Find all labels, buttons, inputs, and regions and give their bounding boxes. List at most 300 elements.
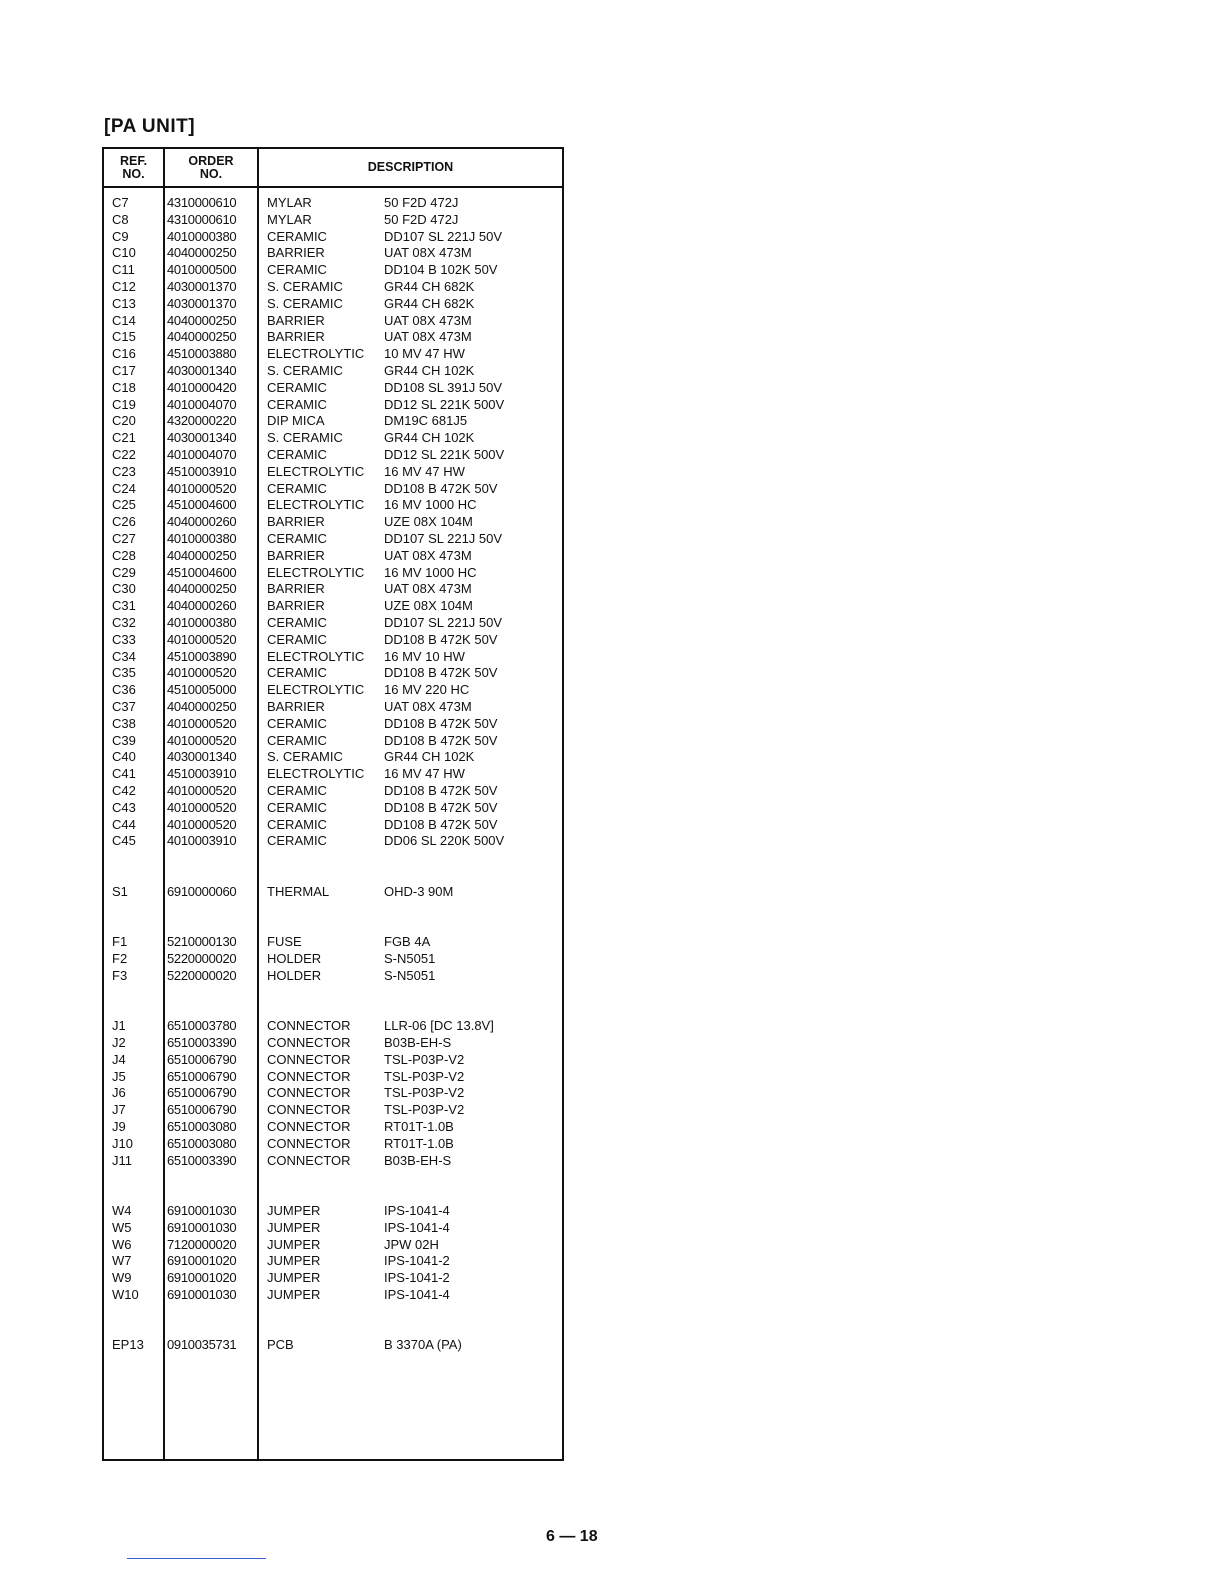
type-cell: S. CERAMIC (267, 363, 343, 378)
order-cell: 4010000520 (167, 665, 237, 681)
spec-cell: DD06 SL 220K 500V (384, 833, 505, 849)
type-cell: PCB (267, 1337, 294, 1353)
spec-cell: 16 MV 10 HW (384, 648, 465, 664)
spec-cell: IPS-1041-4 (384, 1203, 450, 1218)
table-row (104, 1153, 562, 1170)
ref-cell: C15 (112, 329, 136, 345)
table-row (104, 1069, 562, 1086)
header-description (259, 149, 562, 186)
order-cell: 4040000250 (167, 245, 237, 261)
table-row (104, 649, 562, 666)
type-cell: ELECTROLYTIC (267, 564, 365, 580)
spec-cell: RT01T-1.0B (384, 1135, 454, 1151)
type-cell: DIP MICA (267, 413, 325, 429)
type-cell: CONNECTOR (267, 1152, 351, 1168)
type-cell: BARRIER (267, 514, 325, 530)
table-row (104, 817, 562, 834)
order-cell: 4030001340 (167, 749, 237, 765)
type-cell: CONNECTOR (267, 1035, 351, 1050)
table-row (104, 430, 562, 447)
table-row (104, 229, 562, 246)
spec-cell: DD108 B 472K 50V (384, 665, 498, 681)
table-row (104, 514, 562, 531)
type-cell: CERAMIC (267, 799, 327, 815)
table-row (104, 733, 562, 750)
ref-cell: F2 (112, 951, 128, 966)
spec-cell: DD108 B 472K 50V (384, 783, 498, 798)
order-cell: 4040000260 (167, 598, 237, 614)
order-cell: 6910001020 (167, 1270, 237, 1286)
spec-cell: S-N5051 (384, 951, 436, 966)
order-cell: 4010000520 (167, 732, 237, 748)
type-cell: ELECTROLYTIC (267, 497, 365, 513)
spec-cell: JPW 02H (384, 1236, 439, 1252)
order-cell: 4010004070 (167, 447, 237, 462)
type-cell: CERAMIC (267, 396, 327, 412)
table-row (104, 1052, 562, 1069)
ref-cell: C9 (112, 228, 129, 244)
spec-cell: GR44 CH 102K (384, 430, 475, 446)
spec-cell: UAT 08X 473M (384, 245, 472, 261)
table-row (104, 699, 562, 716)
order-cell: 6910000060 (167, 883, 237, 899)
ref-cell: J5 (112, 1068, 126, 1084)
order-cell: 6510006790 (167, 1085, 237, 1101)
spec-cell: 16 MV 47 HW (384, 766, 465, 782)
order-cell: 4040000250 (167, 312, 237, 328)
type-cell: BARRIER (267, 329, 325, 345)
order-cell: 4310000610 (167, 195, 237, 210)
order-cell: 4310000610 (167, 211, 237, 227)
type-cell: JUMPER (267, 1270, 321, 1286)
spec-cell: DD107 SL 221J 50V (384, 531, 503, 546)
ref-cell: C30 (112, 581, 136, 597)
ref-cell: C44 (112, 816, 136, 832)
ref-cell: S1 (112, 883, 128, 899)
ref-cell: C29 (112, 564, 136, 580)
order-cell: 4010000520 (167, 799, 237, 815)
ref-cell: W5 (112, 1219, 132, 1235)
spec-cell: DD108 B 472K 50V (384, 480, 498, 496)
ref-cell: J10 (112, 1135, 133, 1151)
ref-cell: C7 (112, 195, 129, 210)
type-cell: CERAMIC (267, 816, 327, 832)
spec-cell: DD108 B 472K 50V (384, 715, 498, 731)
order-cell: 6510003390 (167, 1035, 237, 1050)
type-cell: HOLDER (267, 967, 322, 983)
ref-cell: C18 (112, 379, 136, 395)
order-cell: 4010000520 (167, 480, 237, 496)
ref-cell: F3 (112, 967, 128, 983)
type-cell: BARRIER (267, 245, 325, 261)
order-cell: 4010000520 (167, 783, 237, 798)
ref-cell: J11 (112, 1152, 132, 1168)
type-cell: ELECTROLYTIC (267, 766, 365, 782)
order-cell: 4040000250 (167, 329, 237, 345)
order-cell: 4010003910 (167, 833, 237, 849)
table-row (104, 1035, 562, 1052)
order-cell: 4510003880 (167, 346, 237, 362)
ref-cell: J7 (112, 1102, 126, 1118)
type-cell: JUMPER (267, 1203, 321, 1218)
ref-cell: C37 (112, 699, 136, 714)
type-cell: MYLAR (267, 195, 312, 210)
table-row (104, 565, 562, 582)
table-row (104, 1237, 562, 1254)
ref-cell: C43 (112, 799, 136, 815)
table-row (104, 1119, 562, 1136)
type-cell: ELECTROLYTIC (267, 463, 365, 479)
spec-cell: UZE 08X 104M (384, 598, 473, 614)
spec-cell: UAT 08X 473M (384, 547, 472, 563)
table-row (104, 329, 562, 346)
order-cell: 4030001370 (167, 279, 237, 294)
order-cell: 0910035731 (167, 1337, 237, 1353)
order-cell: 4010000520 (167, 715, 237, 731)
order-cell: 4510005000 (167, 682, 237, 698)
ref-cell: C34 (112, 648, 136, 664)
page-title: [PA UNIT] (104, 116, 196, 137)
spec-cell: DD108 B 472K 50V (384, 732, 498, 748)
spec-cell: UAT 08X 473M (384, 699, 472, 714)
order-cell: 6910001030 (167, 1203, 237, 1218)
type-cell: CERAMIC (267, 833, 327, 849)
ref-cell: C19 (112, 396, 136, 412)
table-row (104, 800, 562, 817)
ref-cell: C36 (112, 682, 136, 698)
table-row (104, 766, 562, 783)
ref-cell: C31 (112, 598, 136, 614)
order-cell: 4510003890 (167, 648, 237, 664)
order-cell: 5210000130 (167, 934, 237, 950)
table-row (104, 632, 562, 649)
spec-cell: DD107 SL 221J 50V (384, 615, 503, 630)
table-row (104, 1186, 562, 1203)
table-row (104, 1136, 562, 1153)
ref-cell: C45 (112, 833, 136, 849)
table-row (104, 363, 562, 380)
order-cell: 4010000520 (167, 631, 237, 647)
order-cell: 4010000520 (167, 816, 237, 832)
table-row (104, 1321, 562, 1338)
table-row (104, 296, 562, 313)
type-cell: CONNECTOR (267, 1119, 351, 1134)
table-row (104, 1018, 562, 1035)
spec-cell: DM19C 681J5 (384, 413, 468, 429)
table-row (104, 1102, 562, 1119)
type-cell: JUMPER (267, 1287, 321, 1302)
table-row (104, 548, 562, 565)
spec-cell: GR44 CH 102K (384, 749, 475, 765)
ref-cell: W9 (112, 1270, 132, 1286)
table-row (104, 934, 562, 951)
spec-cell: 10 MV 47 HW (384, 346, 465, 362)
table-row (104, 1001, 562, 1018)
order-cell: 4040000250 (167, 547, 237, 563)
ref-cell: C24 (112, 480, 136, 496)
spec-cell: 50 F2D 472J (384, 195, 459, 210)
order-cell: 4320000220 (167, 413, 237, 429)
table-row (104, 833, 562, 850)
order-cell: 6510003390 (167, 1152, 237, 1168)
ref-cell: C16 (112, 346, 136, 362)
type-cell: ELECTROLYTIC (267, 682, 365, 698)
table-row (104, 262, 562, 279)
type-cell: CONNECTOR (267, 1068, 351, 1084)
table-row (104, 1304, 562, 1321)
table-row (104, 497, 562, 514)
ref-cell: F1 (112, 934, 128, 950)
order-cell: 4010000380 (167, 531, 237, 546)
type-cell: S. CERAMIC (267, 430, 343, 446)
type-cell: BARRIER (267, 547, 325, 563)
table-row (104, 1253, 562, 1270)
spec-cell: UAT 08X 473M (384, 329, 472, 345)
order-cell: 4030001340 (167, 430, 237, 446)
type-cell: CONNECTOR (267, 1085, 351, 1101)
order-cell: 4510003910 (167, 766, 237, 782)
spec-cell: DD108 SL 391J 50V (384, 379, 503, 395)
spec-cell: B03B-EH-S (384, 1035, 452, 1050)
spec-cell: B03B-EH-S (384, 1152, 452, 1168)
type-cell: CERAMIC (267, 531, 327, 546)
table-row (104, 481, 562, 498)
ref-cell: C33 (112, 631, 136, 647)
ref-cell: J9 (112, 1119, 126, 1134)
type-cell: CERAMIC (267, 631, 327, 647)
table-row (104, 212, 562, 229)
type-cell: CERAMIC (267, 783, 327, 798)
order-cell: 4030001370 (167, 295, 237, 311)
table-row (104, 985, 562, 1002)
order-cell: 7120000020 (167, 1236, 237, 1252)
type-cell: ELECTROLYTIC (267, 346, 365, 362)
spec-cell: GR44 CH 682K (384, 295, 475, 311)
table-row (104, 716, 562, 733)
ref-cell: C25 (112, 497, 136, 513)
header-order-no (165, 149, 257, 186)
type-cell: CONNECTOR (267, 1102, 351, 1118)
spec-cell: 50 F2D 472J (384, 211, 459, 227)
table-row (104, 279, 562, 296)
ref-cell: C8 (112, 211, 129, 227)
ref-cell: J6 (112, 1085, 126, 1101)
table-row (104, 917, 562, 934)
table-row (104, 195, 562, 212)
type-cell: CERAMIC (267, 665, 327, 681)
type-cell: CERAMIC (267, 379, 327, 395)
type-cell: CONNECTOR (267, 1051, 351, 1067)
type-cell: S. CERAMIC (267, 279, 343, 294)
type-cell: ELECTROLYTIC (267, 648, 365, 664)
ref-cell: C10 (112, 245, 136, 261)
table-row (104, 615, 562, 632)
ref-cell: J1 (112, 1018, 126, 1034)
ref-cell: C35 (112, 665, 136, 681)
table-row (104, 1337, 562, 1354)
ref-cell: C39 (112, 732, 136, 748)
ref-cell: J2 (112, 1035, 126, 1050)
table-row (104, 1270, 562, 1287)
type-cell: CONNECTOR (267, 1135, 351, 1151)
order-cell: 6510003080 (167, 1135, 237, 1151)
order-cell: 6510006790 (167, 1068, 237, 1084)
spec-cell: DD12 SL 221K 500V (384, 447, 505, 462)
page-number: 6 — 18 (546, 1528, 598, 1545)
ref-cell: C17 (112, 363, 136, 378)
type-cell: CERAMIC (267, 480, 327, 496)
table-row (104, 531, 562, 548)
table-row (104, 783, 562, 800)
ref-cell: C38 (112, 715, 136, 731)
order-cell: 4010000420 (167, 379, 237, 395)
table-row (104, 413, 562, 430)
type-cell: CERAMIC (267, 447, 327, 462)
ref-cell: C22 (112, 447, 136, 462)
spec-cell: UAT 08X 473M (384, 581, 472, 597)
ref-cell: C28 (112, 547, 136, 563)
spec-cell: FGB 4A (384, 934, 431, 950)
spec-cell: DD104 B 102K 50V (384, 262, 498, 278)
table-row (104, 1220, 562, 1237)
type-cell: S. CERAMIC (267, 749, 343, 765)
type-cell: HOLDER (267, 951, 322, 966)
type-cell: MYLAR (267, 211, 312, 227)
ref-cell: W10 (112, 1287, 139, 1302)
table-row (104, 951, 562, 968)
type-cell: CERAMIC (267, 262, 327, 278)
type-cell: JUMPER (267, 1219, 321, 1235)
order-cell: 6510006790 (167, 1051, 237, 1067)
spec-cell: 16 MV 1000 HC (384, 497, 477, 513)
order-cell: 4040000250 (167, 581, 237, 597)
header-order-line1: ORDER (188, 153, 234, 168)
footer-rule (127, 1558, 266, 1559)
spec-cell: IPS-1041-4 (384, 1287, 450, 1302)
type-cell: JUMPER (267, 1253, 321, 1269)
table-row (104, 397, 562, 414)
ref-cell: C20 (112, 413, 136, 429)
ref-cell: EP13 (112, 1337, 144, 1353)
spec-cell: DD12 SL 221K 500V (384, 396, 505, 412)
type-cell: S. CERAMIC (267, 295, 343, 311)
order-cell: 4010004070 (167, 396, 237, 412)
spec-cell: OHD-3 90M (384, 883, 454, 899)
ref-cell: C41 (112, 766, 136, 782)
table-row (104, 1203, 562, 1220)
table-row (104, 867, 562, 884)
order-cell: 6510003080 (167, 1119, 237, 1134)
ref-cell: C21 (112, 430, 136, 446)
ref-cell: C26 (112, 514, 136, 530)
ref-cell: W4 (112, 1203, 132, 1218)
spec-cell: TSL-P03P-V2 (384, 1068, 465, 1084)
type-cell: BARRIER (267, 598, 325, 614)
ref-cell: W7 (112, 1253, 132, 1269)
spec-cell: IPS-1041-4 (384, 1219, 450, 1235)
spec-cell: UZE 08X 104M (384, 514, 473, 530)
spec-cell: UAT 08X 473M (384, 312, 472, 328)
table-row (104, 665, 562, 682)
spec-cell: 16 MV 1000 HC (384, 564, 477, 580)
table-row (104, 346, 562, 363)
type-cell: JUMPER (267, 1236, 321, 1252)
type-cell: CONNECTOR (267, 1018, 351, 1034)
ref-cell: C42 (112, 783, 136, 798)
parts-table (102, 147, 564, 1461)
type-cell: CERAMIC (267, 715, 327, 731)
ref-cell: C27 (112, 531, 136, 546)
table-row (104, 581, 562, 598)
spec-cell: TSL-P03P-V2 (384, 1102, 465, 1118)
table-row (104, 850, 562, 867)
table-row (104, 968, 562, 985)
order-cell: 4010000380 (167, 615, 237, 630)
order-cell: 4030001340 (167, 363, 237, 378)
order-cell: 5220000020 (167, 951, 237, 966)
header-divider (104, 186, 562, 188)
spec-cell: B 3370A (PA) (384, 1337, 462, 1353)
spec-cell: S-N5051 (384, 967, 436, 983)
ref-cell: C14 (112, 312, 136, 328)
ref-cell: C23 (112, 463, 136, 479)
spec-cell: IPS-1041-2 (384, 1270, 450, 1286)
type-cell: BARRIER (267, 699, 325, 714)
table-row (104, 447, 562, 464)
table-row (104, 682, 562, 699)
order-cell: 6510006790 (167, 1102, 237, 1118)
spec-cell: 16 MV 47 HW (384, 463, 465, 479)
ref-cell: C12 (112, 279, 136, 294)
spec-cell: 16 MV 220 HC (384, 682, 470, 698)
type-cell: BARRIER (267, 312, 325, 328)
spec-cell: RT01T-1.0B (384, 1119, 454, 1134)
spec-cell: TSL-P03P-V2 (384, 1051, 465, 1067)
order-cell: 6910001030 (167, 1219, 237, 1235)
table-row (104, 884, 562, 901)
type-cell: CERAMIC (267, 615, 327, 630)
order-cell: 4510003910 (167, 463, 237, 479)
order-cell: 5220000020 (167, 967, 237, 983)
ref-cell: W6 (112, 1236, 132, 1252)
spec-cell: GR44 CH 102K (384, 363, 475, 378)
spec-cell: DD108 B 472K 50V (384, 816, 498, 832)
spec-cell: LLR-06 [DC 13.8V] (384, 1018, 494, 1034)
ref-cell: C40 (112, 749, 136, 765)
ref-cell: J4 (112, 1051, 126, 1067)
spec-cell: DD108 B 472K 50V (384, 631, 498, 647)
table-row (104, 901, 562, 918)
table-row (104, 1085, 562, 1102)
ref-cell: C11 (112, 262, 135, 278)
order-cell: 4010000500 (167, 262, 237, 278)
table-row (104, 313, 562, 330)
table-row (104, 245, 562, 262)
type-cell: FUSE (267, 934, 302, 950)
type-cell: THERMAL (267, 883, 330, 899)
type-cell: BARRIER (267, 581, 325, 597)
order-cell: 4040000260 (167, 514, 237, 530)
spec-cell: IPS-1041-2 (384, 1253, 450, 1269)
ref-cell: C32 (112, 615, 136, 630)
type-cell: CERAMIC (267, 732, 327, 748)
order-cell: 6910001020 (167, 1253, 237, 1269)
header-ref-line2: NO. (122, 166, 145, 181)
order-cell: 4510004600 (167, 564, 237, 580)
order-cell: 6910001030 (167, 1287, 237, 1302)
ref-cell: C13 (112, 295, 136, 311)
order-cell: 6510003780 (167, 1018, 237, 1034)
